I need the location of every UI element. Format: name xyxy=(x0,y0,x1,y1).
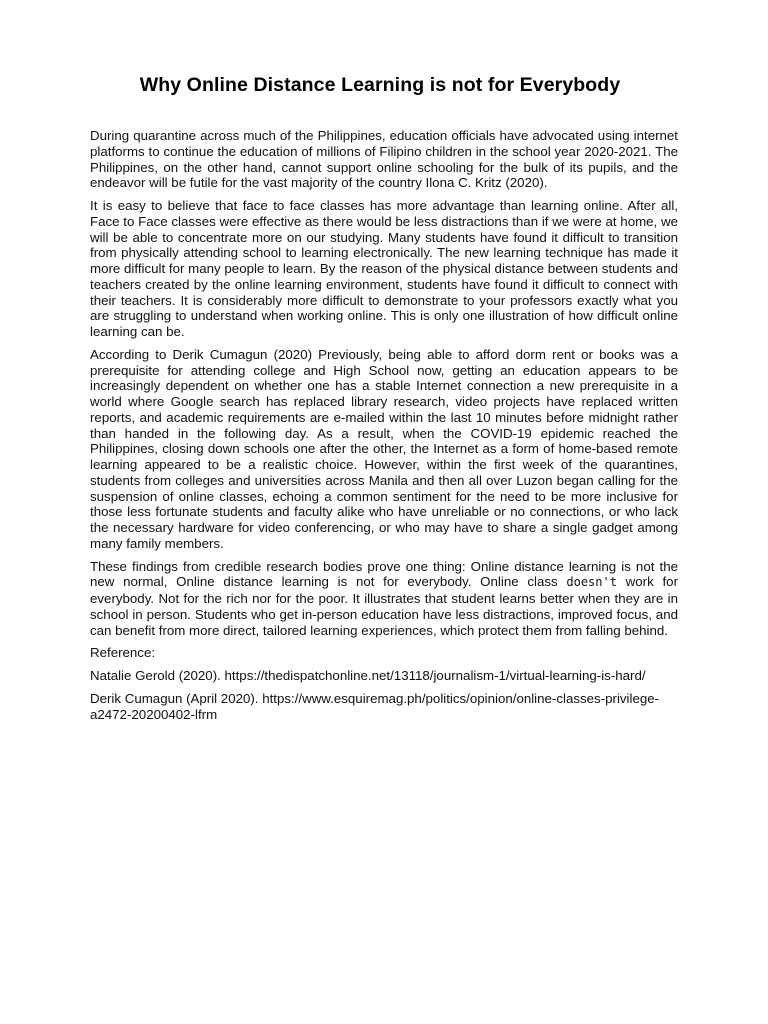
reference-item-2: Derik Cumagun (April 2020). https://www.esquiremag.ph/politics/opinion/online-classes-privilege-a2472-20200402-lfrm xyxy=(90,690,660,722)
paragraph-4-part-1: These findings from credible research bodies prove one thing: Online distance learning is not the new normal, Online distance learning is not for everybody. Online class xyxy=(90,558,678,590)
reference-heading: Reference: xyxy=(90,645,156,661)
paragraph-4 xyxy=(90,559,678,639)
paragraph-3: According to Derik Cumagun (2020) Previously, being able to afford dorm rent or books was a prerequisite for attending college and High School now, getting an education appears to be increasingly dependent on whether one has a stable Internet connection a new prerequisite in a world where Google search has replaced library research, video projects have replaced written reports, and academic requirements are e-mailed within the last 10 minutes before midnight rather than handed in the following day. As a result, when the COVID-19 epidemic reached the Philippines, closing down schools one after the other, the Internet as a form of home-based remote learning appeared to be a realistic choice. However, within the first week of the quarantines, students from colleges and universities across Manila and then all over Luzon began calling for the suspension of online classes, echoing a common sentiment for the need to be more inclusive for those less fortunate students and faculty alike who have unreliable or no connections, or who lack the necessary hardware for video conferencing, or who may have to share a single gadget among many family members. xyxy=(90,346,678,551)
paragraph-1: During quarantine across much of the Philippines, education officials have advocated using internet platforms to continue the education of millions of Filipino children in the school year 2020-2021. The Philippines, on the other hand, cannot support online schooling for the bulk of its pupils, and the endeavor will be futile for the vast majority of the country Ilona C. Kritz (2020). xyxy=(90,128,678,191)
paragraph-4-monospace-word: doesn't xyxy=(566,575,617,590)
paragraph-4-part-2: work for everybody. Not for the rich nor for the poor. It illustrates that student learns better when they are in school in person. Students who get in-person education have less distractions, improved focus, and can benefit from more direct, tailored learning experiences, which protect them from falling behind. xyxy=(90,574,678,638)
document-title: Why Online Distance Learning is not for Everybody xyxy=(139,74,621,96)
document-body xyxy=(90,128,678,729)
paragraph-2: It is easy to believe that face to face classes has more advantage than learning online. After all, Face to Face classes were effective as there would be less distractions than if we were at home, we will be able to concentrate more on our studying. Many students have found it difficult to transition from physically attending school to learning electronically. The new learning technique has made it more difficult for many people to learn. By the reason of the physical distance between students and teachers created by the online learning environment, students have found it difficult to connect with their teachers. It is considerably more difficult to demonstrate to your professors exactly what you are struggling to understand when working online. This is only one illustration of how difficult online learning can be. xyxy=(90,198,678,339)
reference-item-1: Natalie Gerold (2020). https://thedispatchonline.net/13118/journalism-1/virtual-learning-is-hard/ xyxy=(90,668,646,683)
